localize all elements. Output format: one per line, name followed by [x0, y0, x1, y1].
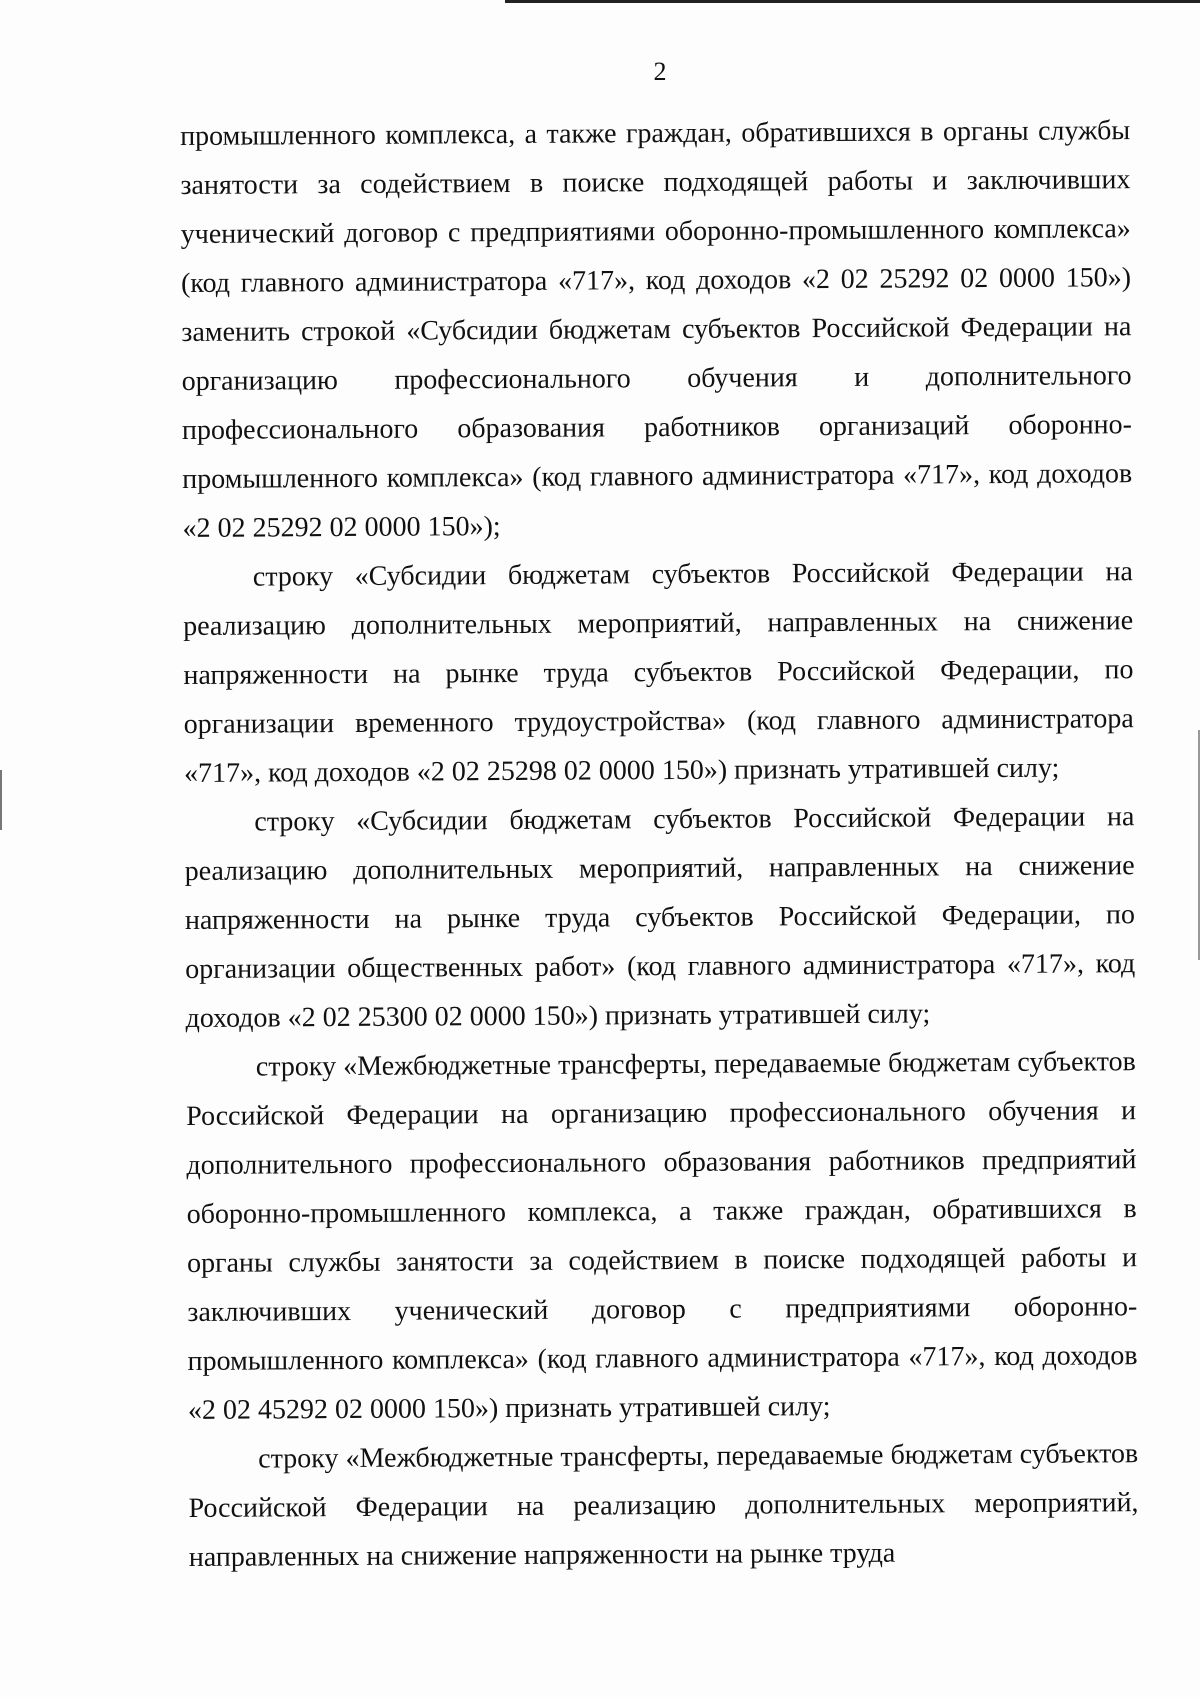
paragraph-interbudget-transfers-measures: строку «Межбюджетные трансферты, передаваемые бюджетам субъектов Российской Федерации на реализацию дополнительных мероприятий, направленных на снижение напряженности на рынке труда — [188, 1438, 1139, 1573]
top-edge-line — [505, 0, 1200, 3]
paragraph-temporary-employment: строку «Субсидии бюджетам субъектов Российской Федерации на реализацию дополнительных мероприятий, направленных на снижение напряженности на рынке труда субъектов Российской Федерации, по организации временного трудоустройства» (код главного администратора «717», код доходов «2 02 25298 02 0000 150») признать утратившей силу; — [183, 556, 1134, 789]
left-scan-mark — [0, 770, 2, 830]
paragraph-public-works: строку «Субсидии бюджетам субъектов Российской Федерации на реализацию дополнительных мероприятий, направленных на снижение напряженности на рынке труда субъектов Российской Федерации, по организации общественных работ» (код главного администратора «717», код доходов «2 02 25300 02 0000 150») признать утратившей силу; — [184, 801, 1136, 1034]
page-number: 2 — [653, 57, 667, 86]
paragraph-interbudget-transfers-defense: строку «Межбюджетные трансферты, передаваемые бюджетам субъектов Российской Федерации на организацию профессионального обучения и дополнительного профессионального образования работников предприятий оборонно-промышленного комплекса, а также граждан, обратившихся в органы службы занятости за содействием в поиске подходящей работы и заключивших ученический договор с предприятиями оборонно-промышленного комплекса» (код главного администратора «717», код доходов «2 02 45292 02 0000 150») признать утратившей силу; — [186, 1046, 1138, 1426]
paragraph-continuation: промышленного комплекса, а также граждан, обратившихся в органы службы занятости за содействием в поиске подходящей работы и заключивших ученический договор с предприятиями оборонно-промышленного комплекса» (код главного администратора «717», код доходов «2 02 25292 02 0000 150») заменить строкой «Субсидии бюджетам субъектов Российской Федерации на организацию профессионального обучения и дополнительного профессионального образования работников организаций оборонно-промышленного комплекса» (код главного администратора «717», код доходов «2 02 25292 02 0000 150»); — [180, 115, 1133, 544]
document-body — [180, 106, 1139, 1582]
